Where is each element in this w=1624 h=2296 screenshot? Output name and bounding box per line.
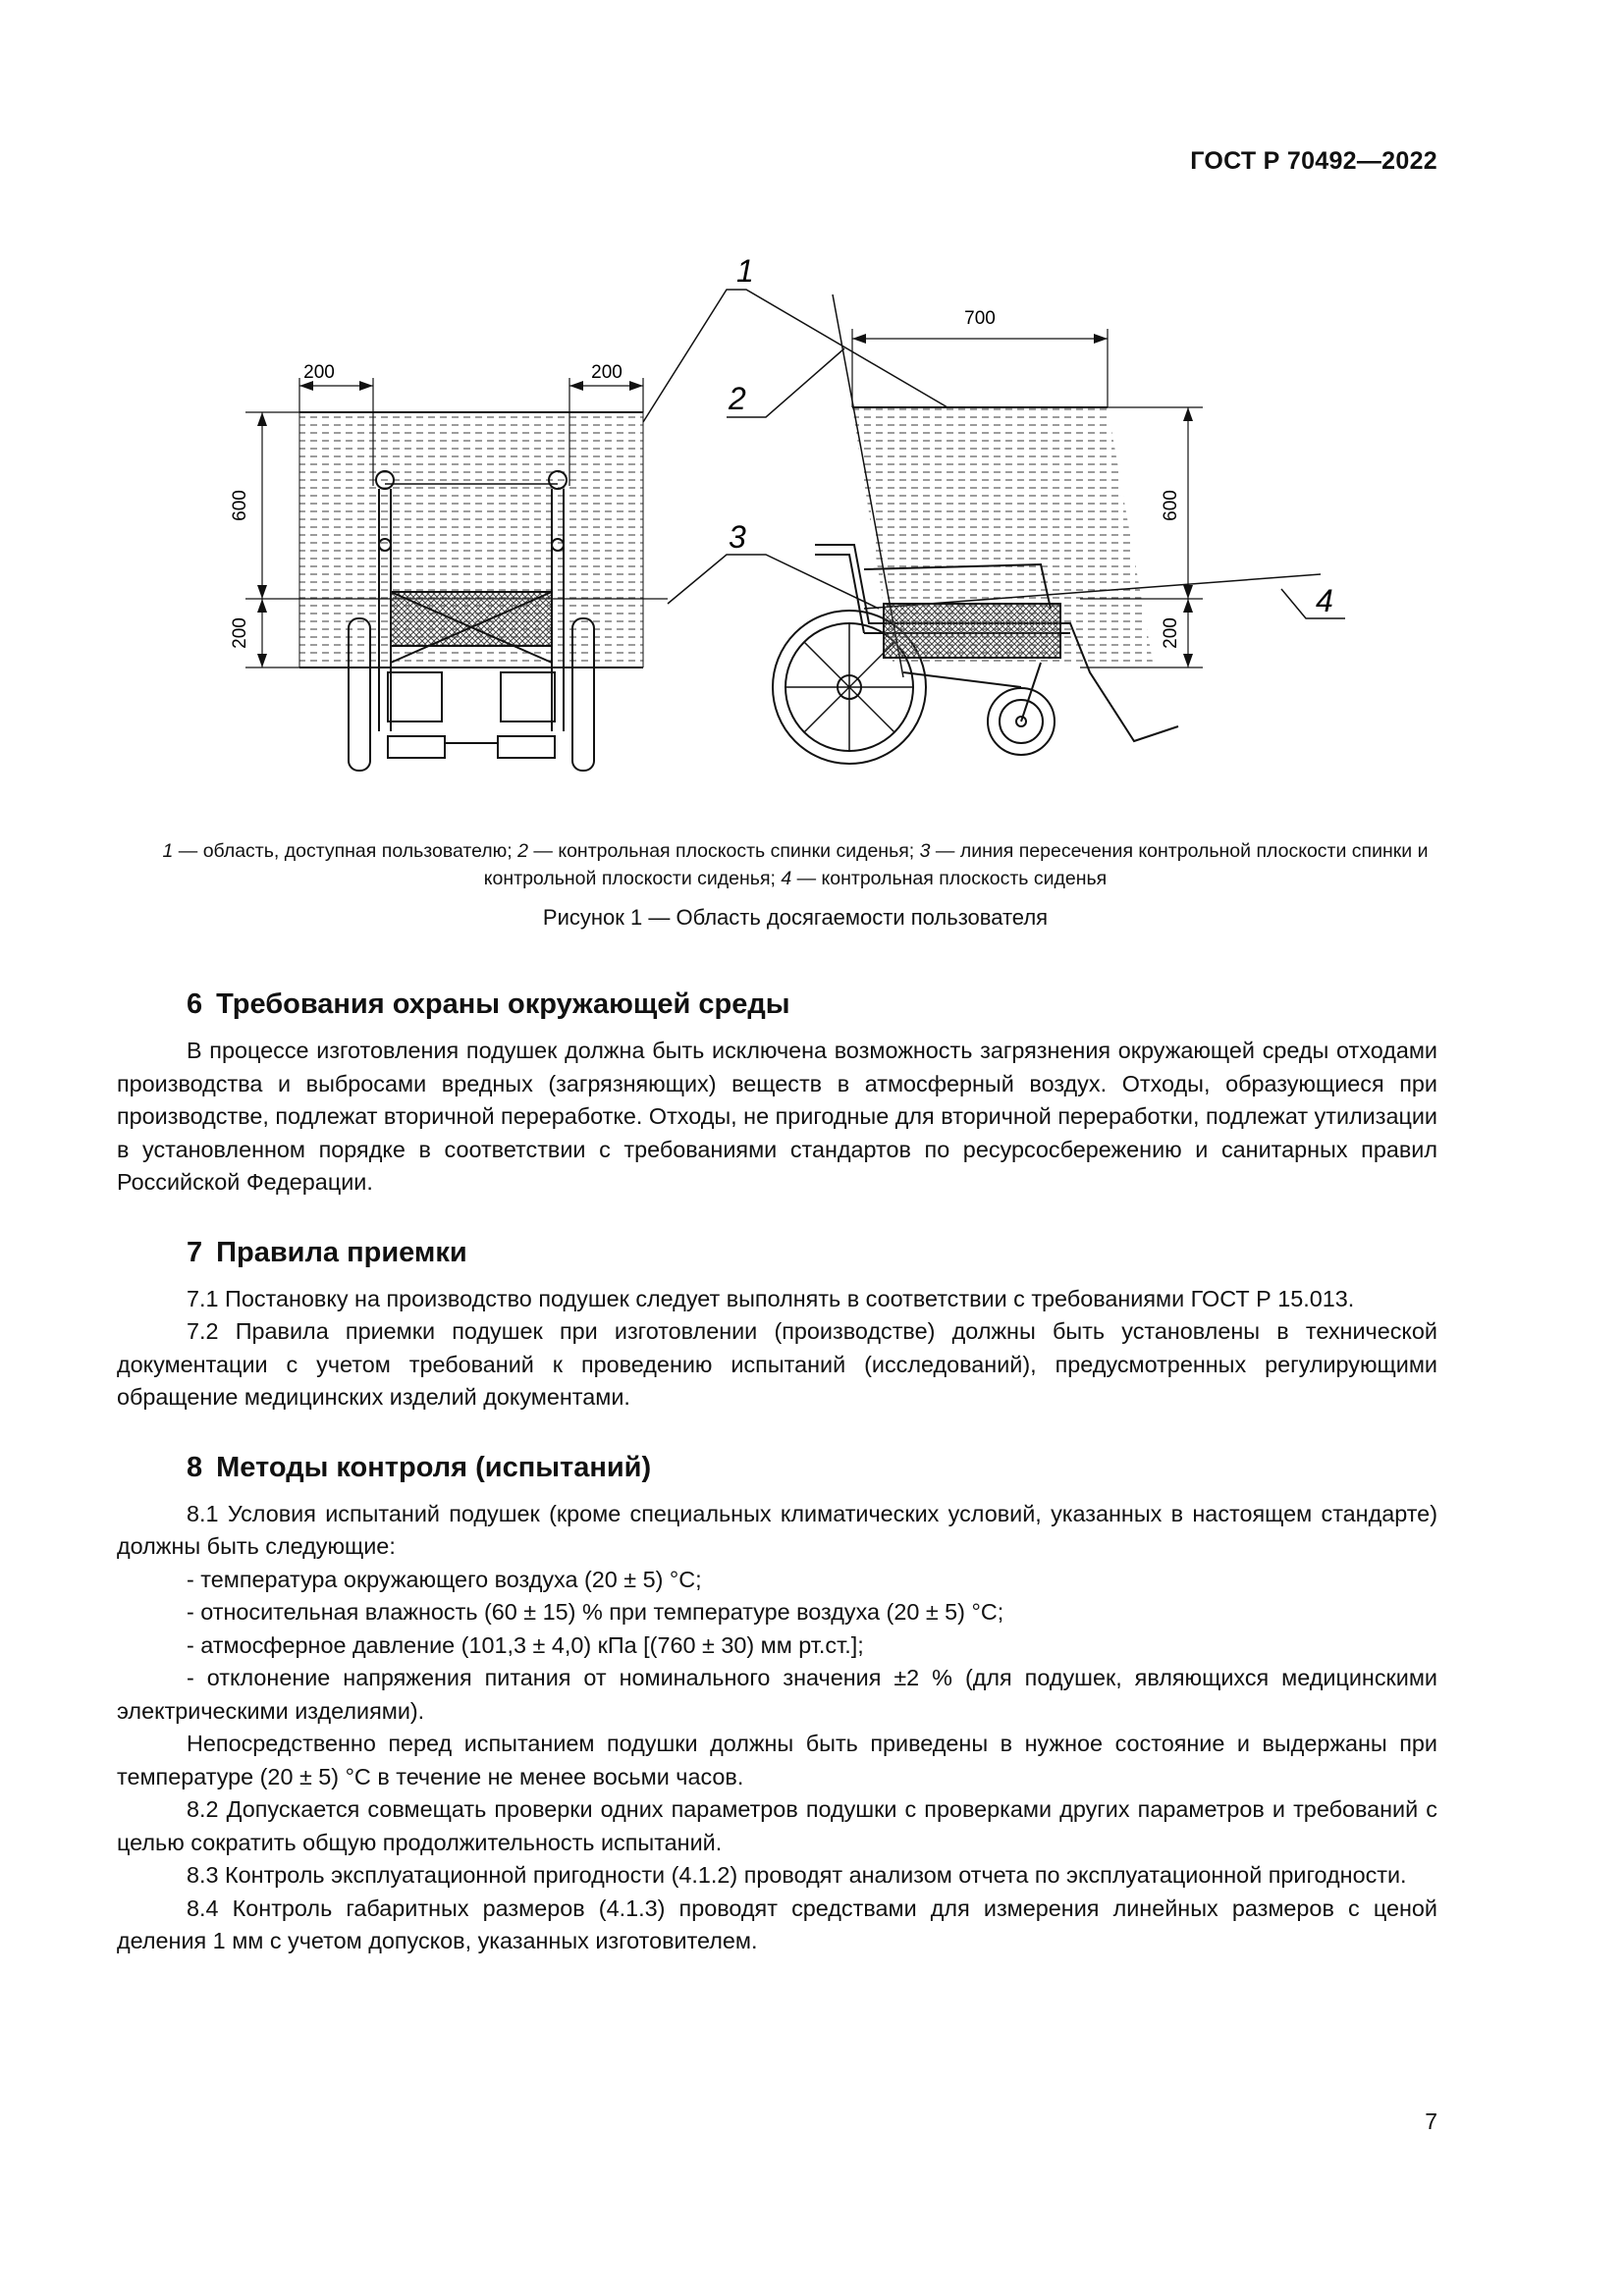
- wheelchair-diagram: [216, 240, 1345, 790]
- dim-side-width: 700: [964, 308, 996, 329]
- section-8-2: 8.2 Допускается совмещать проверки одних параметров подушки с проверками других параметров и требований с целью сократить общую продолжительность испытаний.: [117, 1796, 1437, 1855]
- document-code: ГОСТ Р 70492—2022: [1190, 147, 1437, 175]
- section-8-4: 8.4 Контроль габаритных размеров (4.1.3) проводят средствами для измерения линейных размеров с ценой деления 1 мм с учетом допусков, указанных изготовителем.: [117, 1895, 1437, 1953]
- figure-caption: Рисунок 1 — Область досягаемости пользователя: [542, 905, 1049, 930]
- dim-front-height-top: 600: [230, 490, 250, 521]
- callout-2: 2: [729, 381, 746, 416]
- callout-1: 1: [736, 253, 754, 289]
- dim-side-height-top: 600: [1161, 490, 1181, 521]
- dim-front-height-bottom: 200: [230, 617, 250, 649]
- document-body: [117, 977, 1437, 1958]
- section-8-1: 8.1 Условия испытаний подушек (кроме специальных климатических условий, указанных в настоящем стандарте) должны быть следующие:: [117, 1500, 1437, 1559]
- condition-humidity: - относительная влажность (60 ± 15) % при температуре воздуха (20 ± 5) °С;: [187, 1599, 1004, 1625]
- callout-3: 3: [729, 519, 746, 555]
- condition-temperature: - температура окружающего воздуха (20 ± 5) °С;: [187, 1566, 702, 1592]
- callout-4: 4: [1316, 583, 1333, 618]
- section-6-paragraph: В процессе изготовления подушек должна быть исключена возможность загрязнения окружающей среды отходами производства и выбросами вредных (загрязняющих) веществ в атмосферный воздух. Отходы, образующиеся при производстве, подлежат вторичной переработке. Отходы, не пригодные для вторичной переработки, подлежат утилизации в установленном порядке в соответствии с требованиями стандартов по ресурсосбережению и санитарных правил Российской Федерации.: [117, 1038, 1437, 1195]
- figure-reach-area: [216, 240, 1345, 790]
- section-8-heading: 8 Методы контроля (испытаний): [187, 1451, 652, 1483]
- condition-voltage: - отклонение напряжения питания от номинального значения ±2 % (для подушек, являющихся медицинскими электрическими изделиями).: [117, 1665, 1437, 1724]
- condition-pressure: - атмосферное давление (101,3 ± 4,0) кПа [(760 ± 30) мм рт.ст.];: [187, 1631, 864, 1658]
- dim-front-left: 200: [303, 362, 335, 383]
- dim-front-right: 200: [591, 362, 623, 383]
- dim-side-height-bottom: 200: [1161, 617, 1181, 649]
- figure-legend: 1 — область, доступная пользователю; 2 — контрольная плоскость спинки сиденья; 3 — линия пересечения контрольной плоскости спинки и контрольной плоскости сиденья; 4 — контрольная плоскость сиденья: [162, 840, 1429, 889]
- front-view: [245, 378, 668, 771]
- conditioning-paragraph: Непосредственно перед испытанием подушки должны быть приведены в нужное состояние и выдержаны при температуре (20 ± 5) °С в течение не менее восьми часов.: [117, 1731, 1437, 1789]
- section-7-heading: 7 Правила приемки: [187, 1236, 467, 1268]
- side-view: [773, 294, 1321, 764]
- section-7-2: 7.2 Правила приемки подушек при изготовлении (производстве) должны быть установлены в технической документации с учетом требований к проведению испытаний (исследований), предусмотренных регулирующими обращение медицинских изделий документами.: [117, 1318, 1437, 1410]
- section-7-1: 7.1 Постановку на производство подушек следует выполнять в соответствии с требованиями ГОСТ Р 15.013.: [187, 1285, 1355, 1311]
- section-8-3: 8.3 Контроль эксплуатационной пригодности (4.1.2) проводят анализом отчета по эксплуатационной пригодности.: [187, 1862, 1407, 1888]
- page-number: 7: [1425, 2109, 1437, 2134]
- section-6-heading: 6 Требования охраны окружающей среды: [187, 988, 790, 1020]
